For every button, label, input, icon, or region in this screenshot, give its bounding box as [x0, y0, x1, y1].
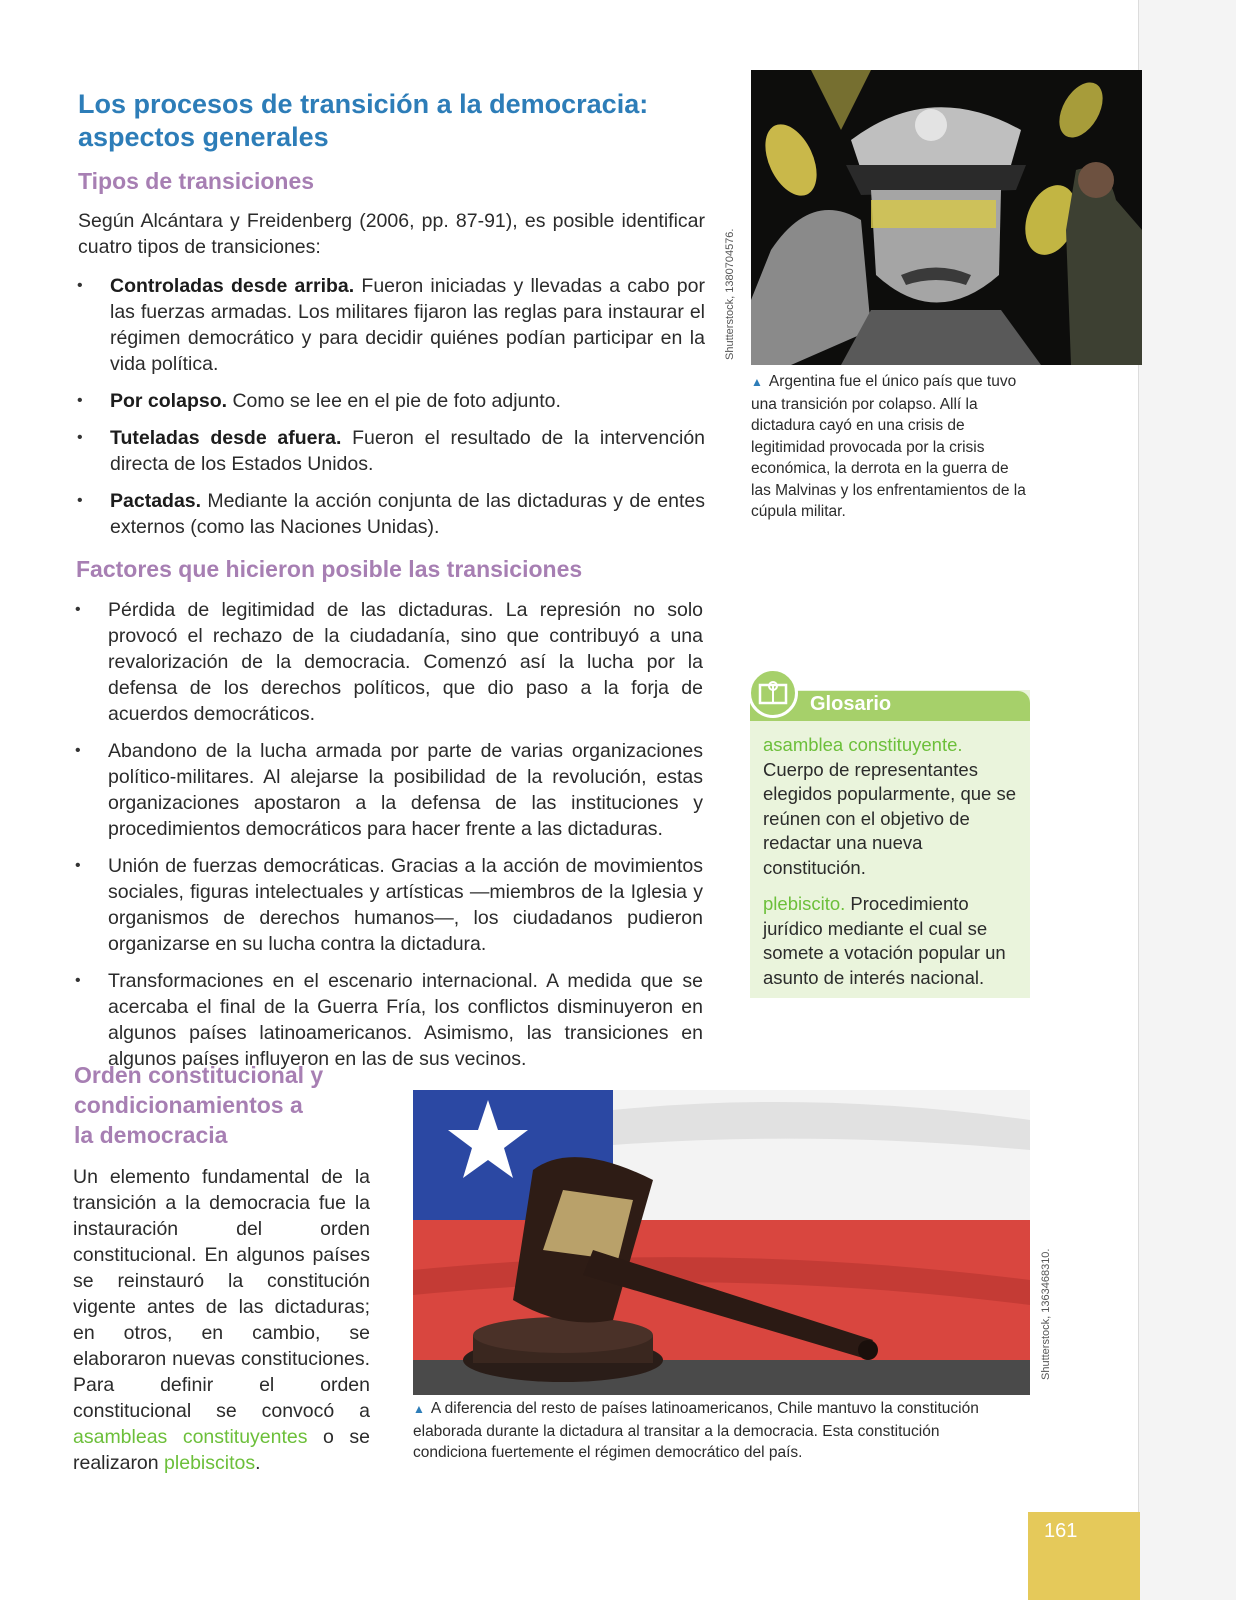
list-item-text: Fueron iniciadas y llevadas a cabo por las fuerzas armadas. Los militares fijaron las reglas para instaurar el régimen democrático y para decidir quiénes podían participar en la vida política.: [110, 275, 705, 375]
list-item-term: Por colapso.: [110, 390, 228, 412]
heading-orden: Orden constitucional y condicionamientos a la democracia: [74, 1062, 324, 1148]
list-item-term: Pactadas.: [110, 490, 202, 512]
list-item: • Unión de fuerzas democráticas. Gracias a la acción de movimientos sociales, figuras intelectuales y artísticas —miembros de la Iglesia y organismos de derechos humanos—, los ciudadanos pudieron organizarse en su lucha contra la dictadura.: [75, 853, 703, 957]
page-edge: [1138, 0, 1236, 1600]
triangle-icon: ▲: [413, 1402, 425, 1416]
glossary-definition: Cuerpo de representantes elegidos popularmente, que se reúnen con el objetivo de redactar una nueva constitución.: [763, 758, 1017, 878]
photo2-caption-text: A diferencia del resto de países latinoamericanos, Chile mantuvo la constitución elaborada durante la dictadura al transitar a la democracia. Esta constitución condiciona fuertemente el régimen democrático del país.: [413, 1400, 979, 1461]
orden-paragraph: [73, 1164, 370, 1476]
glossary-link-plebiscitos[interactable]: plebiscitos: [164, 1452, 256, 1474]
orden-text: o se realizaron: [73, 1426, 371, 1474]
glossary-term: plebiscito.: [763, 893, 846, 914]
photo1-caption-text: Argentina fue el único país que tuvo una transición por colapso. Allí la dictadura cayó en una crisis de legitimidad provocada por la crisis económica, la derrota en la guerra de las Malvinas y los enfrentamientos de la cúpula militar.: [751, 373, 1026, 520]
orden-text: .: [255, 1452, 261, 1474]
page-title: Los procesos de transición a la democracia: aspectos generales: [78, 89, 649, 152]
tipos-intro: Según Alcántara y Freidenberg (2006, pp. 87-91), es posible identificar cuatro tipos de transiciones:: [78, 210, 705, 258]
list-item: [77, 388, 705, 414]
glossary-entry: [763, 892, 1021, 990]
list-item: • Transformaciones en el escenario internacional. A medida que se acercaba el final de la Guerra Fría, los conflictos disminuyeron en algunos países latinoamericanos. Asimismo, las transiciones en algunos países influyeron en las de sus vecinos.: [75, 968, 703, 1072]
glossary-entries: [763, 733, 1021, 1002]
list-item-text: Fueron el resultado de la intervención directa de los Estados Unidos.: [110, 427, 706, 475]
book-icon: [748, 668, 798, 718]
list-item-term: Controladas desde arriba.: [110, 275, 355, 297]
photo2-credit: Shutterstock, 1363468310.: [1040, 1248, 1052, 1380]
list-item: • Abandono de la lucha armada por parte de varias organizaciones político-militares. Al alejarse la posibilidad de la revolución, estas organizaciones apostaron a la defensa de las instituciones y procedimientos democráticos para hacer frente a las dictaduras.: [75, 738, 703, 842]
photo2-caption: [413, 1398, 1003, 1464]
list-item: [77, 273, 705, 377]
glossary-term: asamblea constituyente.: [763, 734, 963, 755]
factores-list: [75, 597, 703, 1083]
photo1-credit: Shutterstock, 1380704576.: [724, 228, 736, 360]
list-item-text: Mediante la acción conjunta de las dictaduras y de entes externos (como las Naciones Unidas).: [110, 490, 705, 538]
list-item-text: Como se lee en el pie de foto adjunto.: [227, 390, 561, 412]
glossary-link-asambleas[interactable]: asambleas constituyentes: [73, 1426, 308, 1448]
tipos-list: [77, 273, 705, 551]
list-item: • Pérdida de legitimidad de las dictaduras. La represión no solo provocó el rechazo de la ciudadanía, sino que contribuyó a una revalorización de la democracia. Comenzó así la lucha por la defensa de los derechos políticos, que dio paso a la forja de acuerdos democráticos.: [75, 597, 703, 727]
list-item: [77, 425, 705, 477]
glossary-title: Glosario: [810, 693, 892, 715]
list-item-term: Tuteladas desde afuera.: [110, 427, 342, 449]
heading-factores: Factores que hicieron posible las transiciones: [76, 556, 583, 582]
glossary-definition: Procedimiento jurídico mediante el cual se somete a votación popular un asunto de interés nacional.: [763, 893, 1006, 988]
orden-text: Un elemento fundamental de la transición a la democracia fue la instauración del orden constitucional. En algunos países se reinstauró la constitución vigente antes de las dictaduras; en otros, en cambio, se elaboraron nuevas constituciones. Para definir el orden constitucional se convocó a: [73, 1166, 370, 1422]
list-item: [77, 488, 705, 540]
glossary-entry: [763, 733, 1021, 880]
photo-military-officer: [751, 70, 1142, 365]
photo-gavel-chile-flag: [413, 1090, 1030, 1395]
page-number: 161: [1044, 1520, 1078, 1542]
heading-tipos: Tipos de transiciones: [78, 168, 315, 194]
triangle-icon: ▲: [751, 375, 763, 389]
photo1-caption: [751, 371, 1031, 523]
